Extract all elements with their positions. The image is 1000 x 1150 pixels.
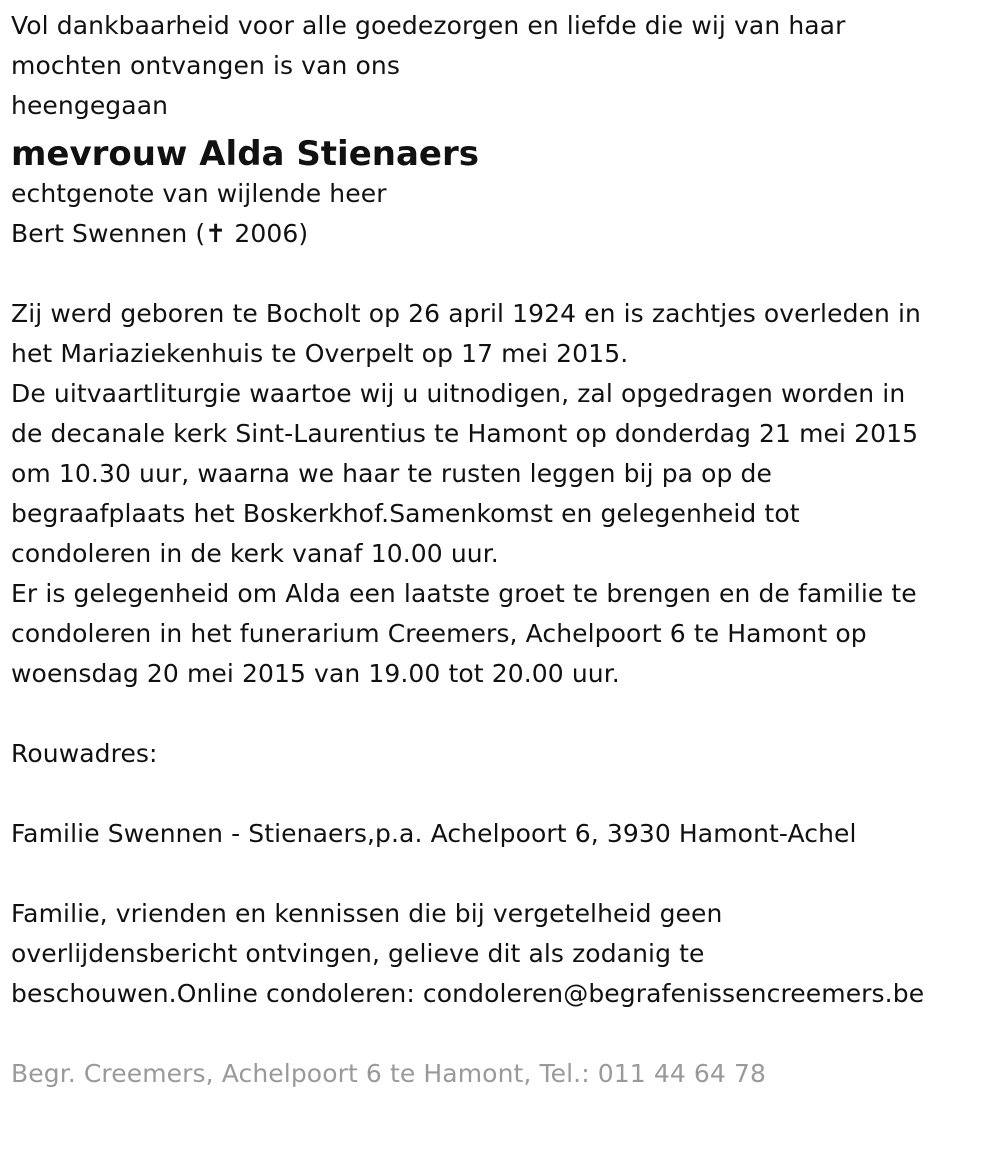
deceased-name: mevrouw Alda Stienaers xyxy=(11,134,479,174)
notice-text xyxy=(11,894,991,1014)
notice-line: beschouwen.Online condoleren: condoleren@begrafenissencreemers.be xyxy=(11,979,925,1008)
body-line: De uitvaartliturgie waartoe wij u uitnodigen, zal opgedragen worden in xyxy=(11,379,906,408)
body-line: Zij werd geboren te Bocholt op 26 april 1924 en is zachtjes overleden in xyxy=(11,299,921,328)
relation-line: echtgenote van wijlende heer xyxy=(11,179,387,208)
body-line: begraafplaats het Boskerkhof.Samenkomst en gelegenheid tot xyxy=(11,499,800,528)
body-line: condoleren in het funerarium Creemers, Achelpoort 6 te Hamont op xyxy=(11,619,867,648)
deceased-details xyxy=(11,174,991,254)
mourning-address: Familie Swennen - Stienaers,p.a. Achelpoort 6, 3930 Hamont-Achel xyxy=(11,819,857,848)
intro-text xyxy=(11,6,991,126)
body-line: Er is gelegenheid om Alda een laatste groet te brengen en de familie te xyxy=(11,579,917,608)
body-text xyxy=(11,294,991,694)
spacer xyxy=(11,854,991,894)
intro-line: mochten ontvangen is van ons xyxy=(11,51,400,80)
notice-line: overlijdensbericht ontvingen, gelieve dit als zodanig te xyxy=(11,939,705,968)
body-line: condoleren in de kerk vanaf 10.00 uur. xyxy=(11,539,499,568)
spacer xyxy=(11,694,991,734)
body-line: om 10.30 uur, waarna we haar te rusten leggen bij pa op de xyxy=(11,459,772,488)
spacer xyxy=(11,254,991,294)
body-line: het Mariaziekenhuis te Overpelt op 17 mei 2015. xyxy=(11,339,629,368)
notice-line: Familie, vrienden en kennissen die bij vergetelheid geen xyxy=(11,899,723,928)
funeral-home-footer: Begr. Creemers, Achelpoort 6 te Hamont, Tel.: 011 44 64 78 xyxy=(11,1059,766,1088)
obituary-notice xyxy=(11,6,991,1094)
body-line: de decanale kerk Sint-Laurentius te Hamont op donderdag 21 mei 2015 xyxy=(11,419,919,448)
spacer xyxy=(11,1014,991,1054)
spouse-line: Bert Swennen (✝ 2006) xyxy=(11,219,309,248)
spacer xyxy=(11,774,991,814)
intro-line: Vol dankbaarheid voor alle goedezorgen en liefde die wij van haar xyxy=(11,11,846,40)
intro-line: heengegaan xyxy=(11,91,169,120)
mourning-address-label: Rouwadres: xyxy=(11,739,158,768)
body-line: woensdag 20 mei 2015 van 19.00 tot 20.00 uur. xyxy=(11,659,620,688)
